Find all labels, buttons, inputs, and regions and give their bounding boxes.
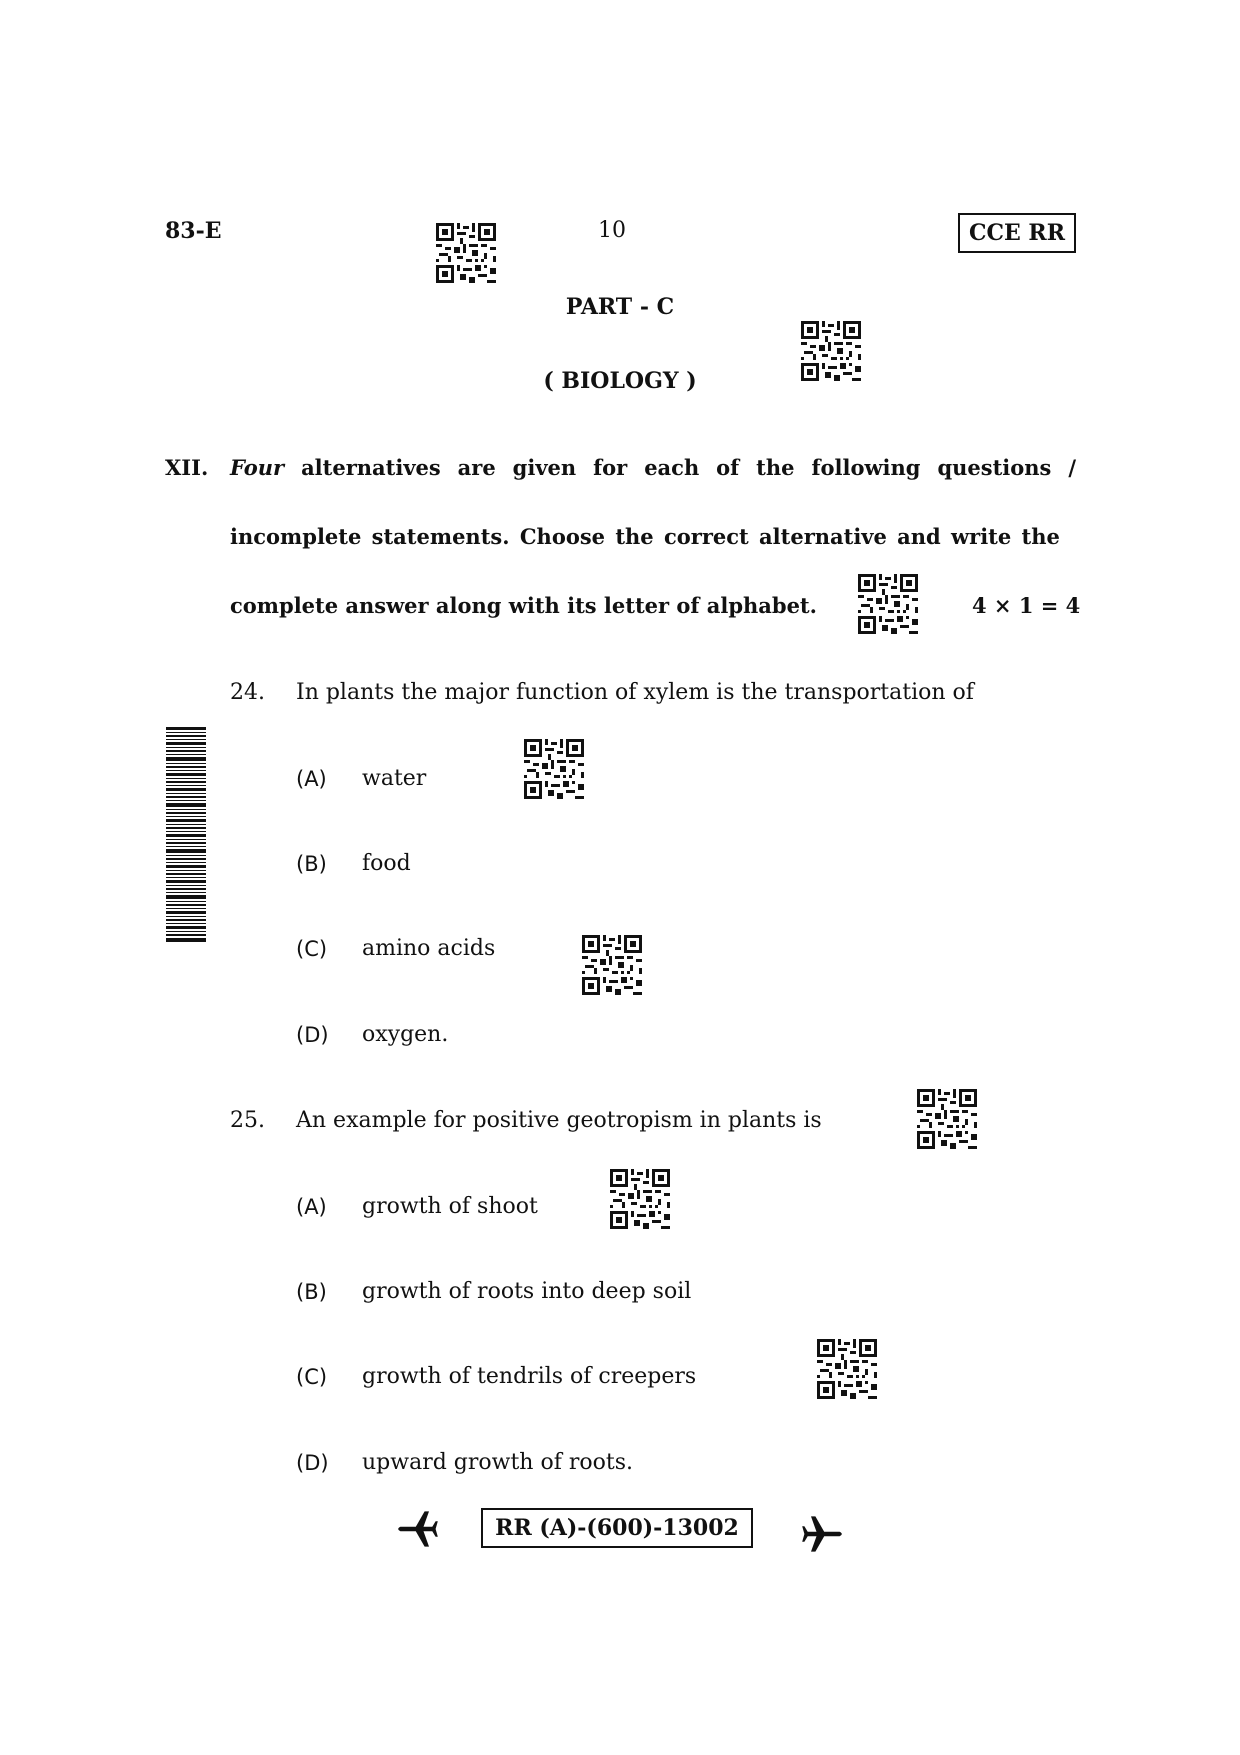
option-letter: (B) [296, 852, 327, 876]
section-roman: XII. [165, 455, 209, 480]
qr-code-icon [436, 223, 496, 283]
series-label: CCE RR [968, 220, 1065, 246]
footer-code-box [481, 1508, 753, 1548]
option-letter: (C) [296, 1365, 328, 1389]
option-text: food [362, 851, 411, 876]
option-letter: (B) [296, 1280, 327, 1304]
question-text: An example for positive geotropism in plants is [296, 1108, 822, 1133]
instruction-word: for [593, 455, 628, 480]
qr-code-icon [817, 1339, 877, 1399]
part-heading: PART - C [565, 294, 675, 320]
instruction-word: each [644, 455, 700, 480]
airplane-icon [396, 1507, 440, 1551]
barcode-icon [166, 727, 206, 942]
qr-code-icon [582, 935, 642, 995]
question-number: 25. [230, 1108, 265, 1133]
option-letter: (A) [296, 1195, 327, 1219]
instruction-line-3: complete answer along with its letter of alphabet. [230, 593, 817, 618]
instruction-word: alternatives [301, 455, 441, 480]
page-number: 10 [598, 218, 626, 243]
marks-scheme: 4 × 1 = 4 [972, 593, 1081, 618]
qr-code-icon [610, 1169, 670, 1229]
instruction-word-four: Four [230, 455, 285, 480]
option-text: water [362, 766, 427, 791]
option-letter: (D) [296, 1023, 329, 1047]
instruction-word: the [756, 455, 795, 480]
subject-heading: ( BIOLOGY ) [543, 368, 697, 394]
footer-code: RR (A)-(600)-13002 [495, 1515, 739, 1541]
qr-code-icon [524, 739, 584, 799]
option-text: growth of shoot [362, 1194, 538, 1219]
option-text: upward growth of roots. [362, 1450, 633, 1475]
question-text: In plants the major function of xylem is the transportation of [296, 680, 974, 705]
instruction-line-1 [230, 455, 1076, 480]
instruction-word: questions [937, 455, 1052, 480]
series-box [958, 213, 1076, 253]
question-number: 24. [230, 680, 265, 705]
instruction-word: / [1068, 455, 1076, 480]
option-letter: (A) [296, 767, 327, 791]
option-text: oxygen. [362, 1022, 449, 1047]
option-letter: (C) [296, 937, 328, 961]
instruction-word: given [512, 455, 577, 480]
instruction-word: are [457, 455, 496, 480]
airplane-icon [800, 1512, 844, 1556]
option-letter: (D) [296, 1451, 329, 1475]
option-text: growth of roots into deep soil [362, 1279, 692, 1304]
instruction-line-2: incomplete statements. Choose the correct alternative and write the [230, 524, 1060, 549]
option-text: growth of tendrils of creepers [362, 1364, 697, 1389]
paper-code: 83-E [165, 218, 222, 244]
qr-code-icon [917, 1089, 977, 1149]
qr-code-icon [858, 574, 918, 634]
instruction-word: of [716, 455, 740, 480]
option-text: amino acids [362, 936, 496, 961]
instruction-word: following [811, 455, 921, 480]
